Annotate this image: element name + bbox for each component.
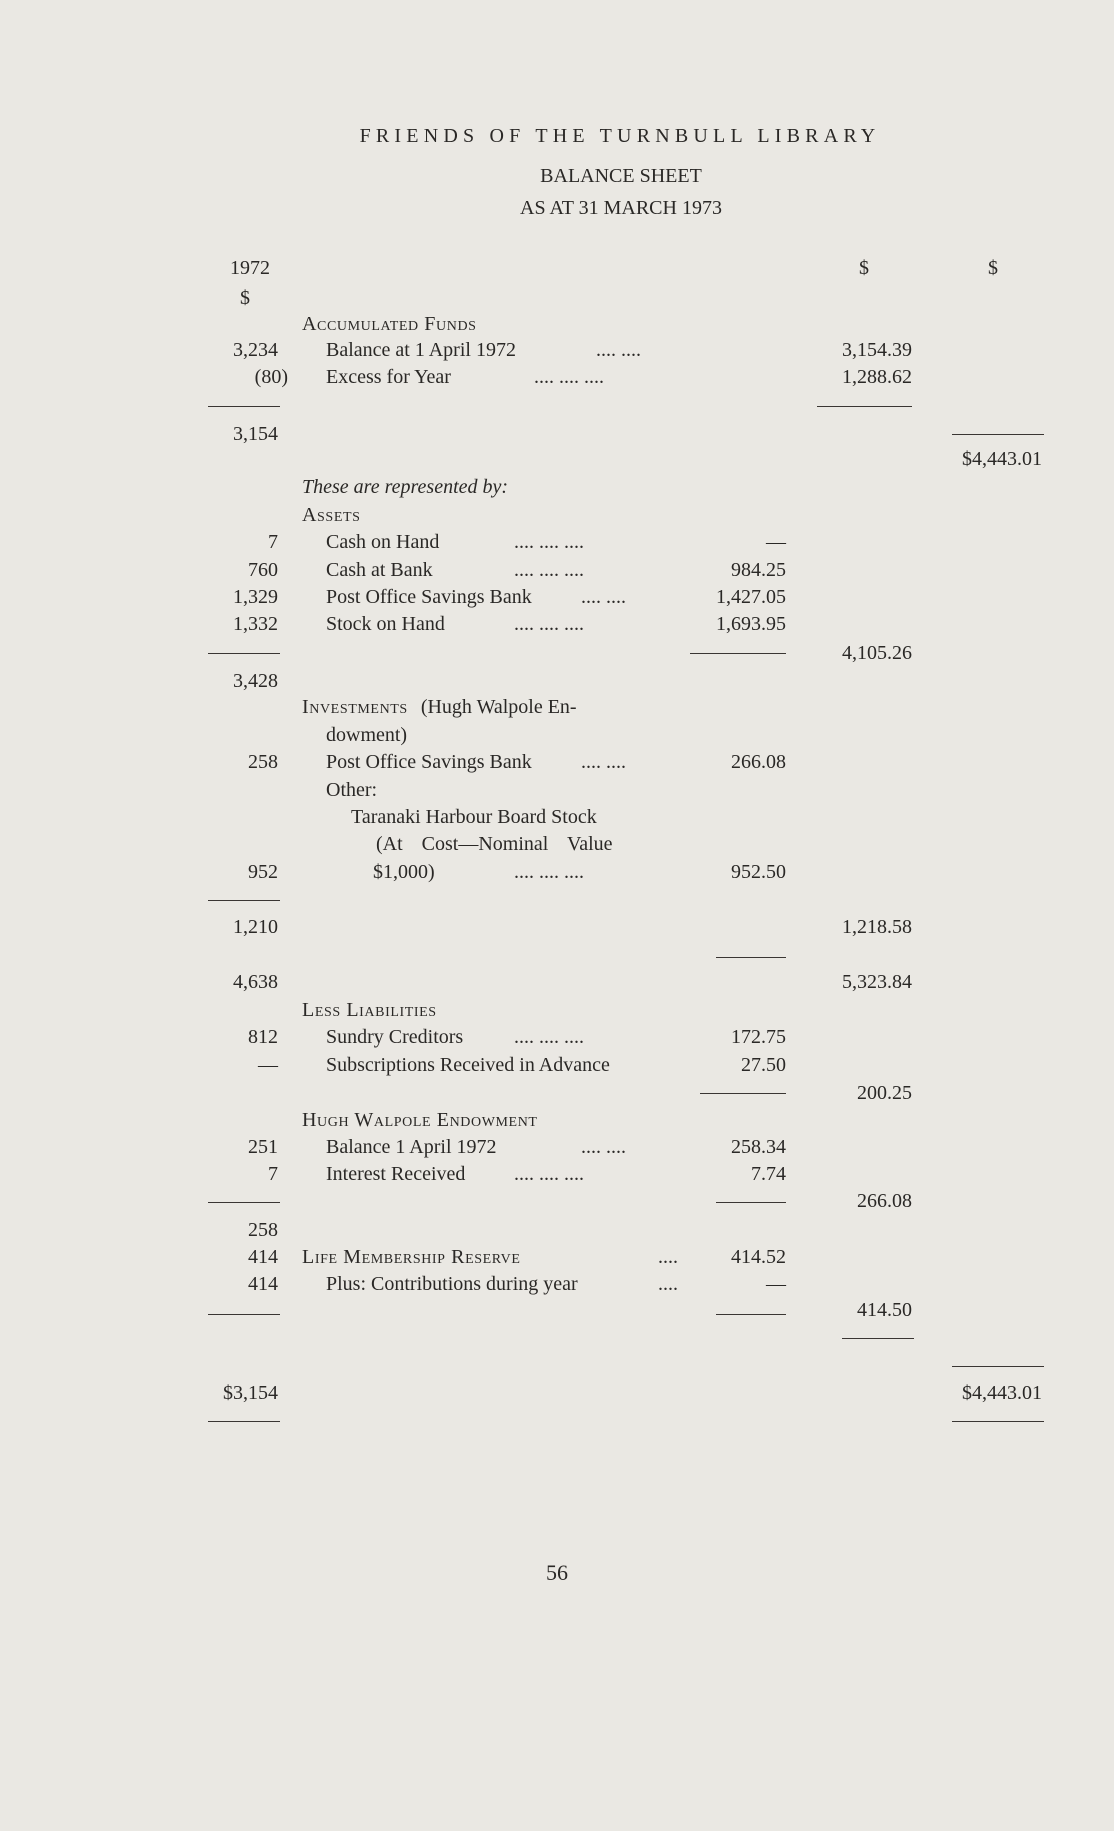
subtotal-prior: 4,638 [233,971,278,993]
row-label: Balance at 1 April 1972 [326,339,516,361]
col3-unit-header: $ [988,257,998,279]
rule [716,957,786,958]
prior-value: (80) [254,366,288,388]
row-label: Subscriptions Received in Advance [326,1054,610,1076]
leader-dots: .... .... [596,339,641,361]
endowment-heading: Hugh Walpole Endowment [302,1109,538,1131]
organization-title: FRIENDS OF THE TURNBULL LIBRARY [359,125,881,147]
endowment-prior-total: 258 [248,1219,278,1241]
prior-unit-header: $ [240,287,250,309]
assets-total: 4,105.26 [842,642,912,664]
col2-unit-header: $ [859,257,869,279]
assets-prior-total: 3,428 [233,670,278,692]
prior-value: 7 [268,1163,278,1185]
amount-value: 3,154.39 [842,339,912,361]
amount-value: 266.08 [731,751,786,773]
assets-heading: Assets [302,504,361,526]
investments-heading: Investments [302,696,408,718]
prior-value: 760 [248,559,278,581]
leader-dots: .... .... .... [514,1163,584,1185]
rule [716,1202,786,1203]
row-label: Plus: Contributions during year [326,1273,578,1295]
life-membership-heading: Life Membership Reserve [302,1246,521,1268]
rule [842,1338,914,1339]
row-label: Stock on Hand [326,613,445,635]
amount-value: — [766,531,786,553]
leader-dots: .... .... [581,586,626,608]
leader-dots: .... [658,1273,678,1295]
amount-value: 7.74 [751,1163,786,1185]
prior-value: 7 [268,531,278,553]
amount-value: 27.50 [741,1054,786,1076]
prior-value: 3,234 [233,339,278,361]
prior-value: 1,332 [233,613,278,635]
row-label: Balance 1 April 1972 [326,1136,497,1158]
amount-value: 1,693.95 [716,613,786,635]
rule [716,1314,786,1315]
prior-value: 258 [248,751,278,773]
row-label: Cash on Hand [326,531,440,553]
leader-dots: .... .... [581,751,626,773]
amount-value: 1,288.62 [842,366,912,388]
rule [952,1366,1044,1367]
row-label: Sundry Creditors [326,1026,464,1048]
amount-value: 1,427.05 [716,586,786,608]
rule [208,1202,280,1203]
prior-value: 251 [248,1136,278,1158]
investments-heading-rest: (Hugh Walpole En- [420,696,577,718]
rule [208,900,280,901]
leader-dots: .... [658,1246,678,1268]
amount-value: 258.34 [731,1136,786,1158]
document-title: BALANCE SHEET [540,165,702,187]
amount-value: 172.75 [731,1026,786,1048]
investments-total: 1,218.58 [842,916,912,938]
stock-description-line3: $1,000) [373,861,435,883]
leader-dots: .... .... .... [514,613,584,635]
document-date: AS AT 31 MARCH 1973 [520,197,722,219]
amount-value: — [766,1273,786,1295]
row-label: Post Office Savings Bank [326,586,532,608]
leader-dots: .... .... .... [534,366,604,388]
rule [208,1421,280,1422]
row-label: Post Office Savings Bank [326,751,532,773]
investments-heading-continued: dowment) [326,724,408,746]
prior-value: 812 [248,1026,278,1048]
leader-dots: .... .... .... [514,1026,584,1048]
investments-heading-line [302,695,577,719]
accumulated-prior-total: 3,154 [233,423,278,445]
leader-dots: .... .... .... [514,531,584,553]
rule [952,1421,1044,1422]
grand-total-amount: $4,443.01 [962,1382,1042,1404]
accumulated-funds-heading: Accumulated Funds [302,313,477,335]
leader-dots: .... .... .... [514,559,584,581]
rule [817,406,912,407]
rule [952,434,1044,435]
represented-by-heading: These are represented by: [302,476,509,498]
accumulated-total: $4,443.01 [962,448,1042,470]
prior-value: 952 [248,861,278,883]
subtotal-amount: 5,323.84 [842,971,912,993]
rule [690,653,786,654]
page-number: 56 [546,1560,568,1585]
prior-value: 1,329 [233,586,278,608]
amount-value: 984.25 [731,559,786,581]
leader-dots: .... .... .... [514,861,584,883]
row-label: Cash at Bank [326,559,433,581]
investments-prior-total: 1,210 [233,916,278,938]
stock-description-line1: Taranaki Harbour Board Stock [351,806,597,828]
row-label: Excess for Year [326,366,451,388]
leader-dots: .... .... [581,1136,626,1158]
prior-year-header: 1972 [230,257,270,279]
rule [208,406,280,407]
rule [208,1314,280,1315]
endowment-total: 266.08 [857,1190,912,1212]
liabilities-total: 200.25 [857,1082,912,1104]
row-label: Interest Received [326,1163,466,1185]
prior-value: 414 [248,1273,278,1295]
grand-total-prior: $3,154 [223,1382,278,1404]
life-membership-total: 414.50 [857,1299,912,1321]
liabilities-heading: Less Liabilities [302,999,437,1021]
amount-value: 414.52 [731,1246,786,1268]
amount-value: 952.50 [731,861,786,883]
rule [208,653,280,654]
prior-value: 414 [248,1246,278,1268]
rule [700,1093,786,1094]
prior-value: — [258,1054,278,1076]
investments-other-label: Other: [326,779,378,801]
stock-description-line2: (At Cost—Nominal Value [376,833,613,855]
